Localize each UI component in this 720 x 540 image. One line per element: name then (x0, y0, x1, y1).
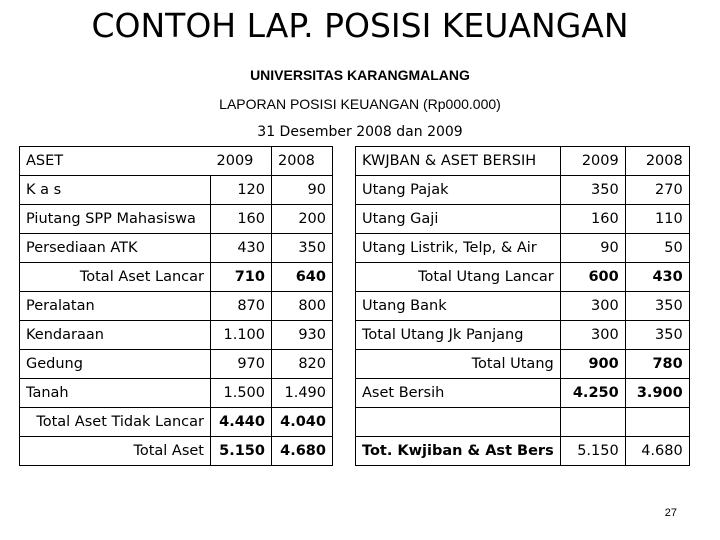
value-2009: 90 (560, 234, 625, 263)
table-row (20, 321, 333, 350)
value-2009: 350 (560, 176, 625, 205)
subtotal-row (20, 408, 333, 437)
value-2008: 4.680 (625, 437, 689, 466)
table-row (20, 379, 333, 408)
subtotal-row (356, 263, 690, 292)
value-2009: 4.440 (211, 408, 272, 437)
table-header-cell: 2009 (560, 147, 625, 176)
row-label: Peralatan (20, 292, 211, 321)
value-2009: 710 (211, 263, 272, 292)
total-row (20, 437, 333, 466)
table-row (20, 176, 333, 205)
value-2008: 780 (625, 350, 689, 379)
row-label: Total Utang Jk Panjang (356, 321, 561, 350)
total-row (356, 437, 690, 466)
row-label: Kendaraan (20, 321, 211, 350)
row-label: Piutang SPP Mahasiswa (20, 205, 211, 234)
row-label: Utang Gaji (356, 205, 561, 234)
assets-table (19, 146, 333, 466)
value-2009: 4.250 (560, 379, 625, 408)
table-header-cell: 2009 (211, 147, 272, 176)
value-2009: 1.500 (211, 379, 272, 408)
report-name: LAPORAN POSISI KEUANGAN (Rp000.000) (219, 96, 501, 112)
table-header-row (356, 147, 690, 176)
value-2009: 430 (211, 234, 272, 263)
table-row (356, 292, 690, 321)
table-row (356, 379, 690, 408)
value-2008: 350 (625, 292, 689, 321)
row-label: Gedung (20, 350, 211, 379)
table-row (356, 321, 690, 350)
slide-title: CONTOH LAP. POSISI KEUANGAN (91, 6, 629, 45)
row-label: Utang Pajak (356, 176, 561, 205)
table-header-cell: KWJBAN & ASET BERSIH (356, 147, 561, 176)
value-2008: 430 (625, 263, 689, 292)
value-2008: 110 (625, 205, 689, 234)
value-2008: 800 (272, 292, 333, 321)
table-row (20, 234, 333, 263)
value-2009: 160 (560, 205, 625, 234)
value-2008: 200 (272, 205, 333, 234)
row-label: Tot. Kwjiban & Ast Bers (356, 437, 561, 466)
value-2008: 930 (272, 321, 333, 350)
value-2008 (625, 408, 689, 437)
table-row (356, 176, 690, 205)
value-2009 (560, 408, 625, 437)
value-2009: 5.150 (560, 437, 625, 466)
row-label: Total Aset Tidak Lancar (20, 408, 211, 437)
value-2009: 1.100 (211, 321, 272, 350)
table-row (20, 350, 333, 379)
value-2008: 1.490 (272, 379, 333, 408)
value-2009: 5.150 (211, 437, 272, 466)
value-2009: 900 (560, 350, 625, 379)
page-number: 27 (664, 507, 677, 519)
row-label: Utang Bank (356, 292, 561, 321)
row-label: Total Utang (356, 350, 561, 379)
value-2008: 270 (625, 176, 689, 205)
table-header-cell: 2008 (625, 147, 689, 176)
row-label (356, 408, 561, 437)
value-2008: 4.040 (272, 408, 333, 437)
row-label: Persediaan ATK (20, 234, 211, 263)
value-2009: 970 (211, 350, 272, 379)
value-2009: 870 (211, 292, 272, 321)
value-2008: 350 (272, 234, 333, 263)
row-label: Utang Listrik, Telp, & Air (356, 234, 561, 263)
value-2009: 120 (211, 176, 272, 205)
row-label: Tanah (20, 379, 211, 408)
value-2009: 600 (560, 263, 625, 292)
value-2008: 50 (625, 234, 689, 263)
liabilities-table (355, 146, 690, 466)
table-row (20, 205, 333, 234)
table-row (20, 292, 333, 321)
value-2009: 300 (560, 292, 625, 321)
table-header-row (20, 147, 333, 176)
value-2008: 640 (272, 263, 333, 292)
table-header-cell: 2008 (272, 147, 333, 176)
row-label: Total Utang Lancar (356, 263, 561, 292)
table-header-cell: ASET (20, 147, 211, 176)
table-row (356, 205, 690, 234)
row-label: Aset Bersih (356, 379, 561, 408)
organization-name: UNIVERSITAS KARANGMALANG (250, 67, 470, 83)
table-row (356, 234, 690, 263)
value-2008: 90 (272, 176, 333, 205)
value-2008: 820 (272, 350, 333, 379)
value-2008: 350 (625, 321, 689, 350)
value-2008: 4.680 (272, 437, 333, 466)
value-2008: 3.900 (625, 379, 689, 408)
row-label: Total Aset Lancar (20, 263, 211, 292)
report-date: 31 Desember 2008 dan 2009 (257, 124, 463, 140)
empty-row (356, 408, 690, 437)
subtotal-row (20, 263, 333, 292)
value-2009: 300 (560, 321, 625, 350)
value-2009: 160 (211, 205, 272, 234)
subtotal-row (356, 350, 690, 379)
row-label: Total Aset (20, 437, 211, 466)
row-label: K a s (20, 176, 211, 205)
